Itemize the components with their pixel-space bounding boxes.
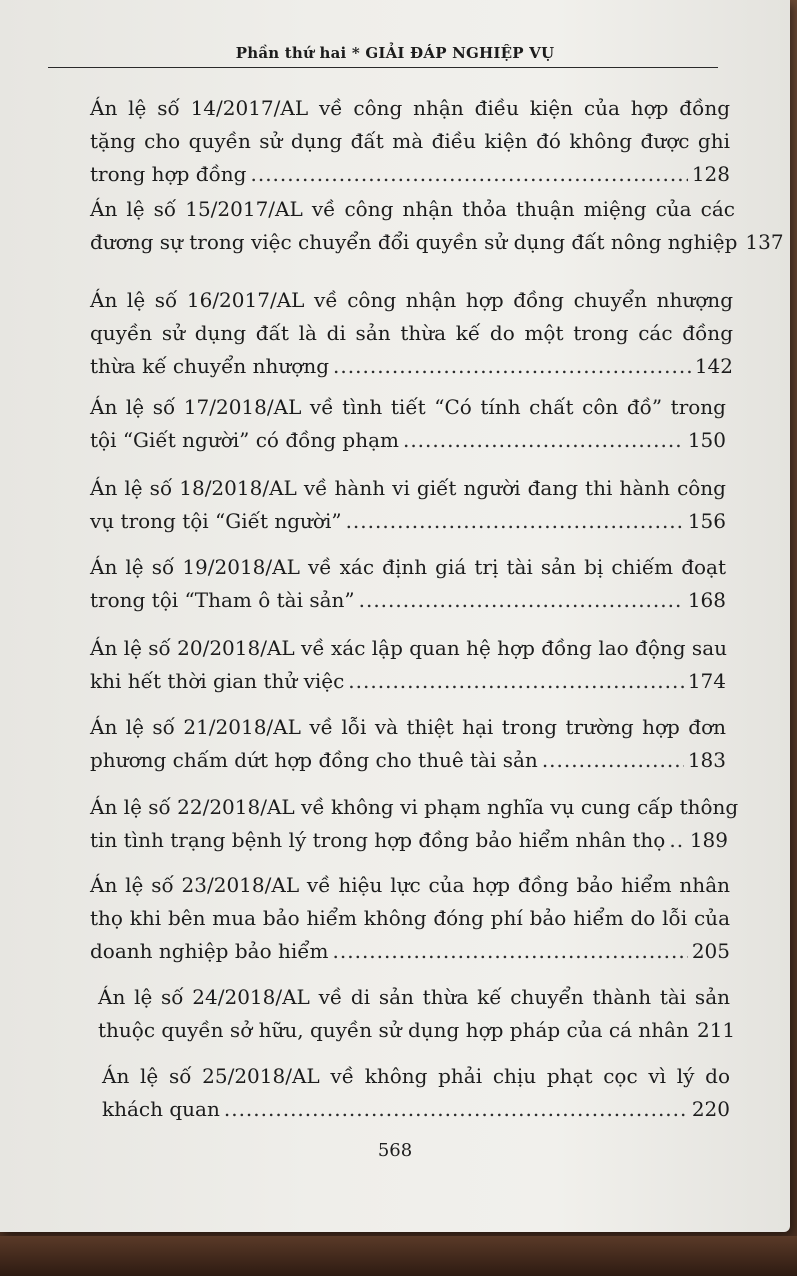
toc-entry-last-line [90, 824, 728, 857]
toc-page-number: 137 [745, 230, 784, 254]
toc-page-number: 168 [687, 588, 726, 612]
toc-entry-text: đương sự trong việc chuyển đổi quyền sử dụng đất nông nghiệp [90, 230, 738, 254]
toc-page-number: 128 [691, 162, 730, 186]
toc-page-number: 211 [696, 1018, 736, 1042]
toc-page-number: 220 [691, 1097, 730, 1121]
toc-entry-text: trong hợp đồng [90, 162, 247, 186]
toc-page-number: 183 [687, 748, 726, 772]
toc-entry [90, 472, 726, 538]
toc-entry [98, 981, 736, 1047]
dot-leader [333, 935, 688, 968]
toc-entry-last-line [90, 744, 726, 777]
toc-entry [90, 632, 726, 698]
toc-page-number: 174 [687, 669, 726, 693]
toc-entry-text: phương chấm dứt hợp đồng cho thuê tài sản [90, 748, 538, 772]
toc-page-number: 189 [689, 828, 728, 852]
dot-leader [250, 158, 687, 191]
toc-page-number: 205 [691, 939, 730, 963]
toc-entry-line: Án lệ số 19/2018/AL về xác định giá trị tài sản bị chiếm đoạt [90, 555, 726, 579]
toc-entry-last-line [90, 665, 726, 698]
page-number: 568 [377, 1140, 413, 1161]
toc-entry-last-line [90, 350, 733, 383]
toc-entry-last-line [90, 505, 726, 538]
toc-entry-last-line [90, 226, 784, 259]
dot-leader [333, 350, 691, 383]
toc-entry-text: vụ trong tội “Giết người” [90, 509, 342, 533]
toc-entry [90, 92, 730, 191]
toc-entry-line: quyền sử dụng đất là di sản thừa kế do một trong các đồng [90, 321, 733, 345]
toc-page-number: 150 [687, 428, 726, 452]
toc-entry [90, 284, 733, 383]
toc-entry-line: Án lệ số 17/2018/AL về tình tiết “Có tính chất côn đồ” trong [90, 395, 726, 419]
toc-entry [90, 391, 726, 457]
toc-entry-line: Án lệ số 14/2017/AL về công nhận điều kiện của hợp đồng [90, 96, 730, 120]
toc-page-number: 156 [687, 509, 726, 533]
toc-entry-text: khi hết thời gian thử việc [90, 669, 345, 693]
toc-entry [90, 193, 784, 259]
toc-entry-last-line [90, 584, 726, 617]
running-head: Phần thứ hai * GIẢI ĐÁP NGHIỆP VỤ [235, 44, 555, 62]
toc-entry-line: Án lệ số 25/2018/AL về không phải chịu phạt cọc vì lý do [102, 1064, 730, 1088]
toc-entry-line: Án lệ số 21/2018/AL về lỗi và thiệt hại trong trường hợp đơn [90, 715, 726, 739]
toc-entry-line: Án lệ số 23/2018/AL về hiệu lực của hợp đồng bảo hiểm nhân [90, 873, 730, 897]
dot-leader [669, 824, 685, 857]
toc-entry [90, 791, 739, 857]
toc-page-number: 142 [694, 354, 733, 378]
dot-leader [403, 424, 684, 457]
dot-leader [348, 665, 684, 698]
toc-entry-last-line [90, 158, 730, 191]
dot-leader [224, 1093, 688, 1126]
toc-entry-text: trong tội “Tham ô tài sản” [90, 588, 355, 612]
toc-entry-text: tội “Giết người” có đồng phạm [90, 428, 399, 452]
toc-entry-text: thuộc quyền sở hữu, quyền sử dụng hợp pháp của cá nhân [98, 1018, 689, 1042]
toc-entry-line: Án lệ số 15/2017/AL về công nhận thỏa thuận miệng của các [90, 197, 735, 221]
toc-entry-line: thọ khi bên mua bảo hiểm không đóng phí bảo hiểm do lỗi của [90, 906, 730, 930]
header-rule [48, 67, 718, 68]
toc-entry-line: tặng cho quyền sử dụng đất mà điều kiện đó không được ghi [90, 129, 730, 153]
toc-entry-text: tin tình trạng bệnh lý trong hợp đồng bảo hiểm nhân thọ [90, 828, 666, 852]
dot-leader [346, 505, 684, 538]
table-surface [0, 1236, 797, 1276]
toc-entry-text: khách quan [102, 1097, 220, 1121]
toc-entry-line: Án lệ số 18/2018/AL về hành vi giết người đang thi hành công [90, 476, 726, 500]
toc-entry-text: thừa kế chuyển nhượng [90, 354, 330, 378]
toc-entry-last-line [98, 1014, 736, 1047]
toc-entry [90, 711, 726, 777]
toc-entry-line: Án lệ số 16/2017/AL về công nhận hợp đồng chuyển nhượng [90, 288, 733, 312]
toc-entry-text: doanh nghiệp bảo hiểm [90, 939, 329, 963]
toc-entry-line: Án lệ số 22/2018/AL về không vi phạm nghĩa vụ cung cấp thông [90, 795, 739, 819]
dot-leader [359, 584, 684, 617]
toc-entry [102, 1060, 730, 1126]
toc-entry-line: Án lệ số 20/2018/AL về xác lập quan hệ hợp đồng lao động sau [90, 636, 727, 660]
toc-entry [90, 551, 726, 617]
toc-entry-line: Án lệ số 24/2018/AL về di sản thừa kế chuyển thành tài sản [98, 985, 730, 1009]
toc-entry-last-line [90, 424, 726, 457]
toc-entry-last-line [102, 1093, 730, 1126]
toc-entry [90, 869, 730, 968]
toc-entry-last-line [90, 935, 730, 968]
dot-leader [542, 744, 684, 777]
